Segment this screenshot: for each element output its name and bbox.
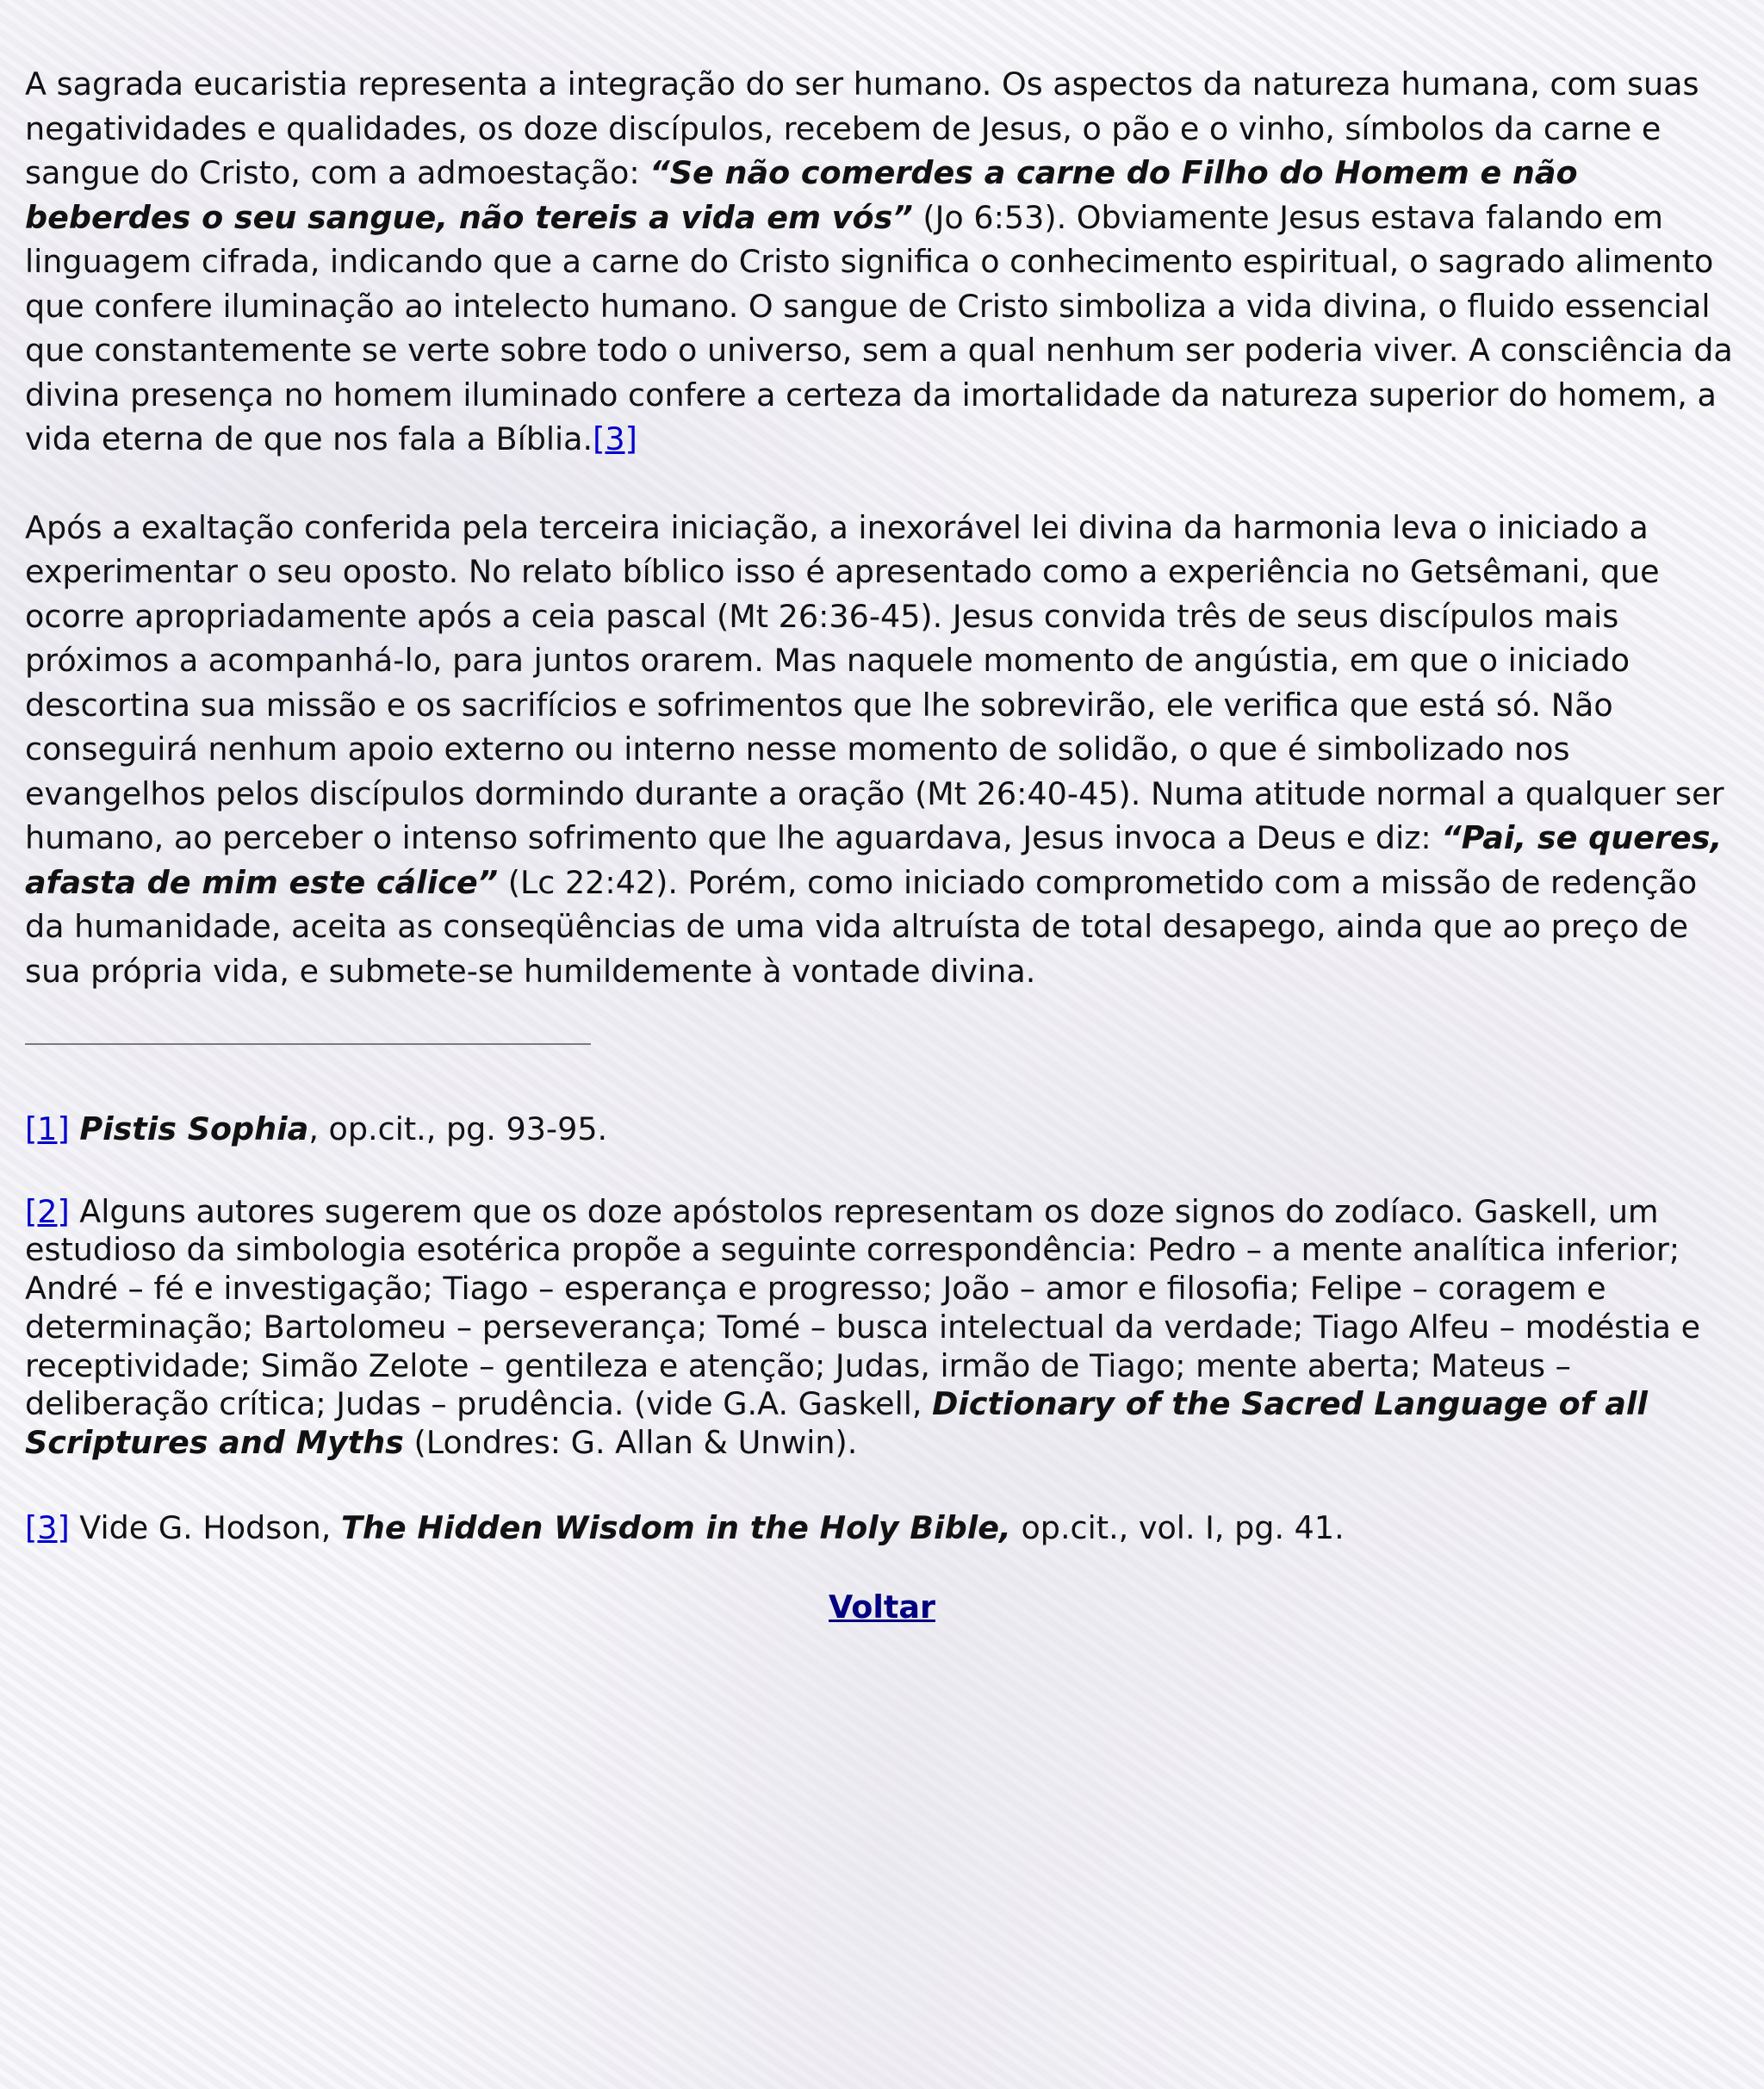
paragraph-text: (Jo 6:53). Obviamente Jesus estava falando em linguagem cifrada, indicando que a carne do Cristo significa o conhecimento espiritual, o sagrado alimento que confere iluminação ao intelecto humano. O sangue de Cristo simboliza a vida divina, o fluido essencial que constantemente se verte sobre todo o universo, sem a qual nenhum ser poderia viver. A consciência da divina presença no homem iluminado confere a certeza da imortalidade da natureza superior do homem, a vida eterna de que nos fala a Bíblia.: [25, 198, 1733, 457]
back-link[interactable]: Voltar: [829, 1589, 935, 1626]
paragraph-text: A sagrada eucaristia representa a integração do ser humano. Os aspectos da natureza humana, com suas negatividades e qualidades, os doze discípulos, recebem de Jesus, o pão e o vinho, símbolos da carne e sangue do Cristo, com a admoestação:: [25, 65, 1699, 191]
footnote-text: , op.cit., pg. 93-95.: [308, 1110, 608, 1147]
footnote-title: Pistis Sophia: [79, 1110, 309, 1147]
footnote-1: [25, 1110, 1739, 1149]
footnote-backlink-3[interactable]: [3]: [25, 1508, 70, 1546]
footnote-text: (Londres: G. Allan & Unwin).: [403, 1423, 858, 1461]
bible-quote: “Se não comerdes a carne do Filho do Homem e não beberdes o seu sangue, não tereis a vida em vós”: [25, 154, 1578, 236]
footnote-2: [25, 1193, 1739, 1463]
footnote-text: Vide G. Hodson,: [69, 1508, 341, 1546]
paragraph-getsemani: [25, 506, 1739, 994]
footnote-text: Alguns autores sugerem que os doze apóstolos representam os doze signos do zodíaco. Gaskell, um estudioso da simbologia esotérica propõe a seguinte correspondência: Pedro – a mente analítica inferior; André – fé e investigação; Tiago – esperança e progresso; João – amor e filosofia; Felipe – coragem e determinação; Bartolomeu – perseverança; Tomé – busca intelectual da verdade; Tiago Alfeu – modéstia e receptividade; Simão Zelote – gentileza e atenção; Judas, irmão de Tiago; mente aberta; Mateus – deliberação crítica; Judas – prudência. (vide G.A. Gaskell,: [25, 1192, 1701, 1423]
back-link-container: [25, 1589, 1739, 1626]
article-content: [25, 62, 1739, 1626]
footnote-backlink-1[interactable]: [1]: [25, 1110, 70, 1147]
paragraph-text: (Lc 22:42). Porém, como iniciado comprometido com a missão de redenção da humanidade, aceita as conseqüências de uma vida altruísta de total desapego, ainda que ao preço de sua própria vida, e submete-se humildemente à vontade divina.: [25, 863, 1698, 990]
footnote-3: [25, 1509, 1739, 1548]
footnote-title: The Hidden Wisdom in the Holy Bible,: [340, 1508, 1011, 1546]
paragraph-eucaristia: [25, 62, 1739, 462]
footnotes: [25, 1110, 1739, 1547]
footnote-backlink-2[interactable]: [2]: [25, 1192, 70, 1230]
footnote-divider: [25, 1043, 591, 1045]
footnote-title: Dictionary of the Sacred Language of all Scriptures and Myths: [25, 1385, 1648, 1461]
paragraph-text: Após a exaltação conferida pela terceira iniciação, a inexorável lei divina da harmonia leva o iniciado a experimentar o seu oposto. No relato bíblico isso é apresentado como a experiência no Getsêmani, que ocorre apropriadamente após a ceia pascal (Mt 26:36-45). Jesus convida três de seus discípulos mais próximos a acompanhá-lo, para juntos orarem. Mas naquele momento de angústia, em que o iniciado descortina sua missão e os sacrifícios e sofrimentos que lhe sobrevirão, ele verifica que está só. Não conseguirá nenhum apoio externo ou interno nesse momento de solidão, o que é simbolizado nos evangelhos pelos discípulos dormindo durante a oração (Mt 26:40-45). Numa atitude normal a qualquer ser humano, ao perceber o intenso sofrimento que lhe aguardava, Jesus invoca a Deus e diz:: [25, 508, 1724, 856]
bible-quote: “Pai, se queres, afasta de mim este cálice”: [25, 819, 1723, 901]
footnote-link-3[interactable]: [3]: [593, 420, 637, 457]
footnote-text: op.cit., vol. I, pg. 41.: [1010, 1508, 1345, 1546]
